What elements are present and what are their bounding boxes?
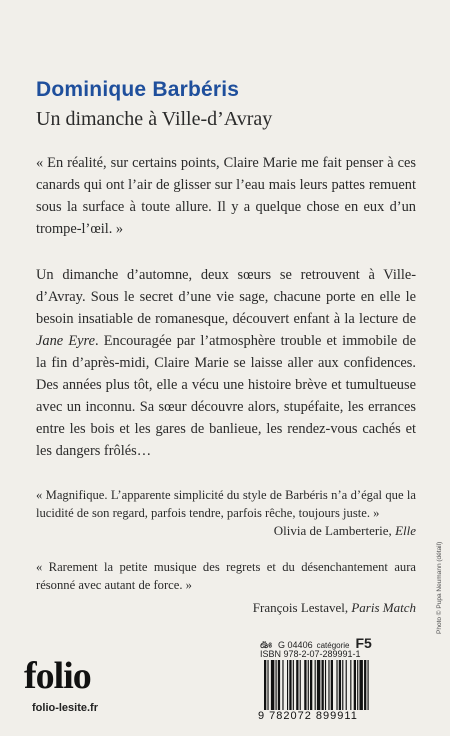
barcode-bar [354,660,356,710]
category-label: catégorie [316,641,350,650]
critic-name: François Lestavel, [252,600,352,615]
book-title: Un dimanche à Ville-d’Avray [36,108,273,130]
review-quote: « Magnifique. L’apparente simplicité du style de Barbéris n’a d’égal que la lucidité de son regard, parfois tendre, parfois rêche, toujours juste. » [36,488,416,520]
barcode-bar [317,660,320,710]
product-code: G 04406 [278,640,313,650]
summary-text-before: Un dimanche d’automne, deux sœurs se retrouvent à Ville-d’Avray. Sous le secret d’une vie sage, chacune porte en elle le besoin insatiable de romanesque, découvert enfant à la lecture de [36,267,416,327]
barcode-bar [304,660,306,710]
barcode-bar [264,660,266,710]
publisher-logo: folio [24,655,91,697]
barcode-bar [282,660,283,710]
barcode-bar [342,660,343,710]
barcode-bar [271,660,274,710]
barcode-bar [289,660,291,710]
review-quote: « Rarement la petite musique des regrets et du désenchantement aura résonné avec autant de force. » [36,560,416,592]
review-attribution [253,600,416,616]
barcode-bar [267,660,268,710]
barcode-icon [262,660,422,710]
barcode-bar [310,660,312,710]
barcode-bar [308,660,309,710]
barcode-bar [287,660,288,710]
review-outlet: Paris Match [351,600,416,615]
barcode-bar [300,660,301,710]
barcode-bar [322,660,324,710]
category-code: F5 [355,635,372,651]
author-name: Dominique Barbéris [36,78,240,101]
barcode-bar [278,660,280,710]
barcode-bar [368,660,369,710]
barcode-bar [346,660,347,710]
barcode-bar [276,660,277,710]
review-attribution [274,523,416,539]
excerpt-quote: « En réalité, sur certains points, Claire Marie me fait penser à ces canards qui ont l’air de glisser sur l’eau mais leurs pattes remuent sous la surface à toute allure. Il y a quelque chose en eux d’un trompe-l’œil. » [36,155,416,237]
summary-text-after: . Encouragée par l’atmosphère trouble et immobile de la fin d’après-midi, Claire Marie se laisse aller aux confidences. Des années plus tôt, elle a vécu une histoire brève et tumultueuse avec un inconnu. Sa sœur découvre alors, stupéfaite, les errances entre les bois et les gares de banlieue, les rendez-vous cachés et les dangers frôlés… [36,333,416,459]
barcode-bar [293,660,294,710]
barcode-bar [359,660,362,710]
critic-name: Olivia de Lamberterie, [273,523,396,538]
photo-credit: Photo © Pupa Neumann (détail) [436,541,443,634]
barcode-bar [357,660,358,710]
publisher-symbol-icon: ఊ [260,639,273,651]
barcode-bar [336,660,337,710]
barcode-bar [364,660,366,710]
isbn-number: ISBN 978-2-07-289991-1 [260,649,361,659]
barcode-bar [350,660,351,710]
review-outlet: Elle [395,523,416,538]
book-summary [36,264,416,462]
barcode-bar [328,660,329,710]
barcode-bar [339,660,341,710]
summary-book-reference: Jane Eyre [36,333,95,349]
barcode-bar [296,660,298,710]
publisher-website: folio-lesite.fr [32,702,99,714]
product-code-row [260,635,430,649]
ean-number: 9 782072 899911 [258,710,358,722]
barcode-bar [315,660,316,710]
barcode-bar [325,660,326,710]
product-info [260,635,430,663]
barcode-bar [331,660,333,710]
